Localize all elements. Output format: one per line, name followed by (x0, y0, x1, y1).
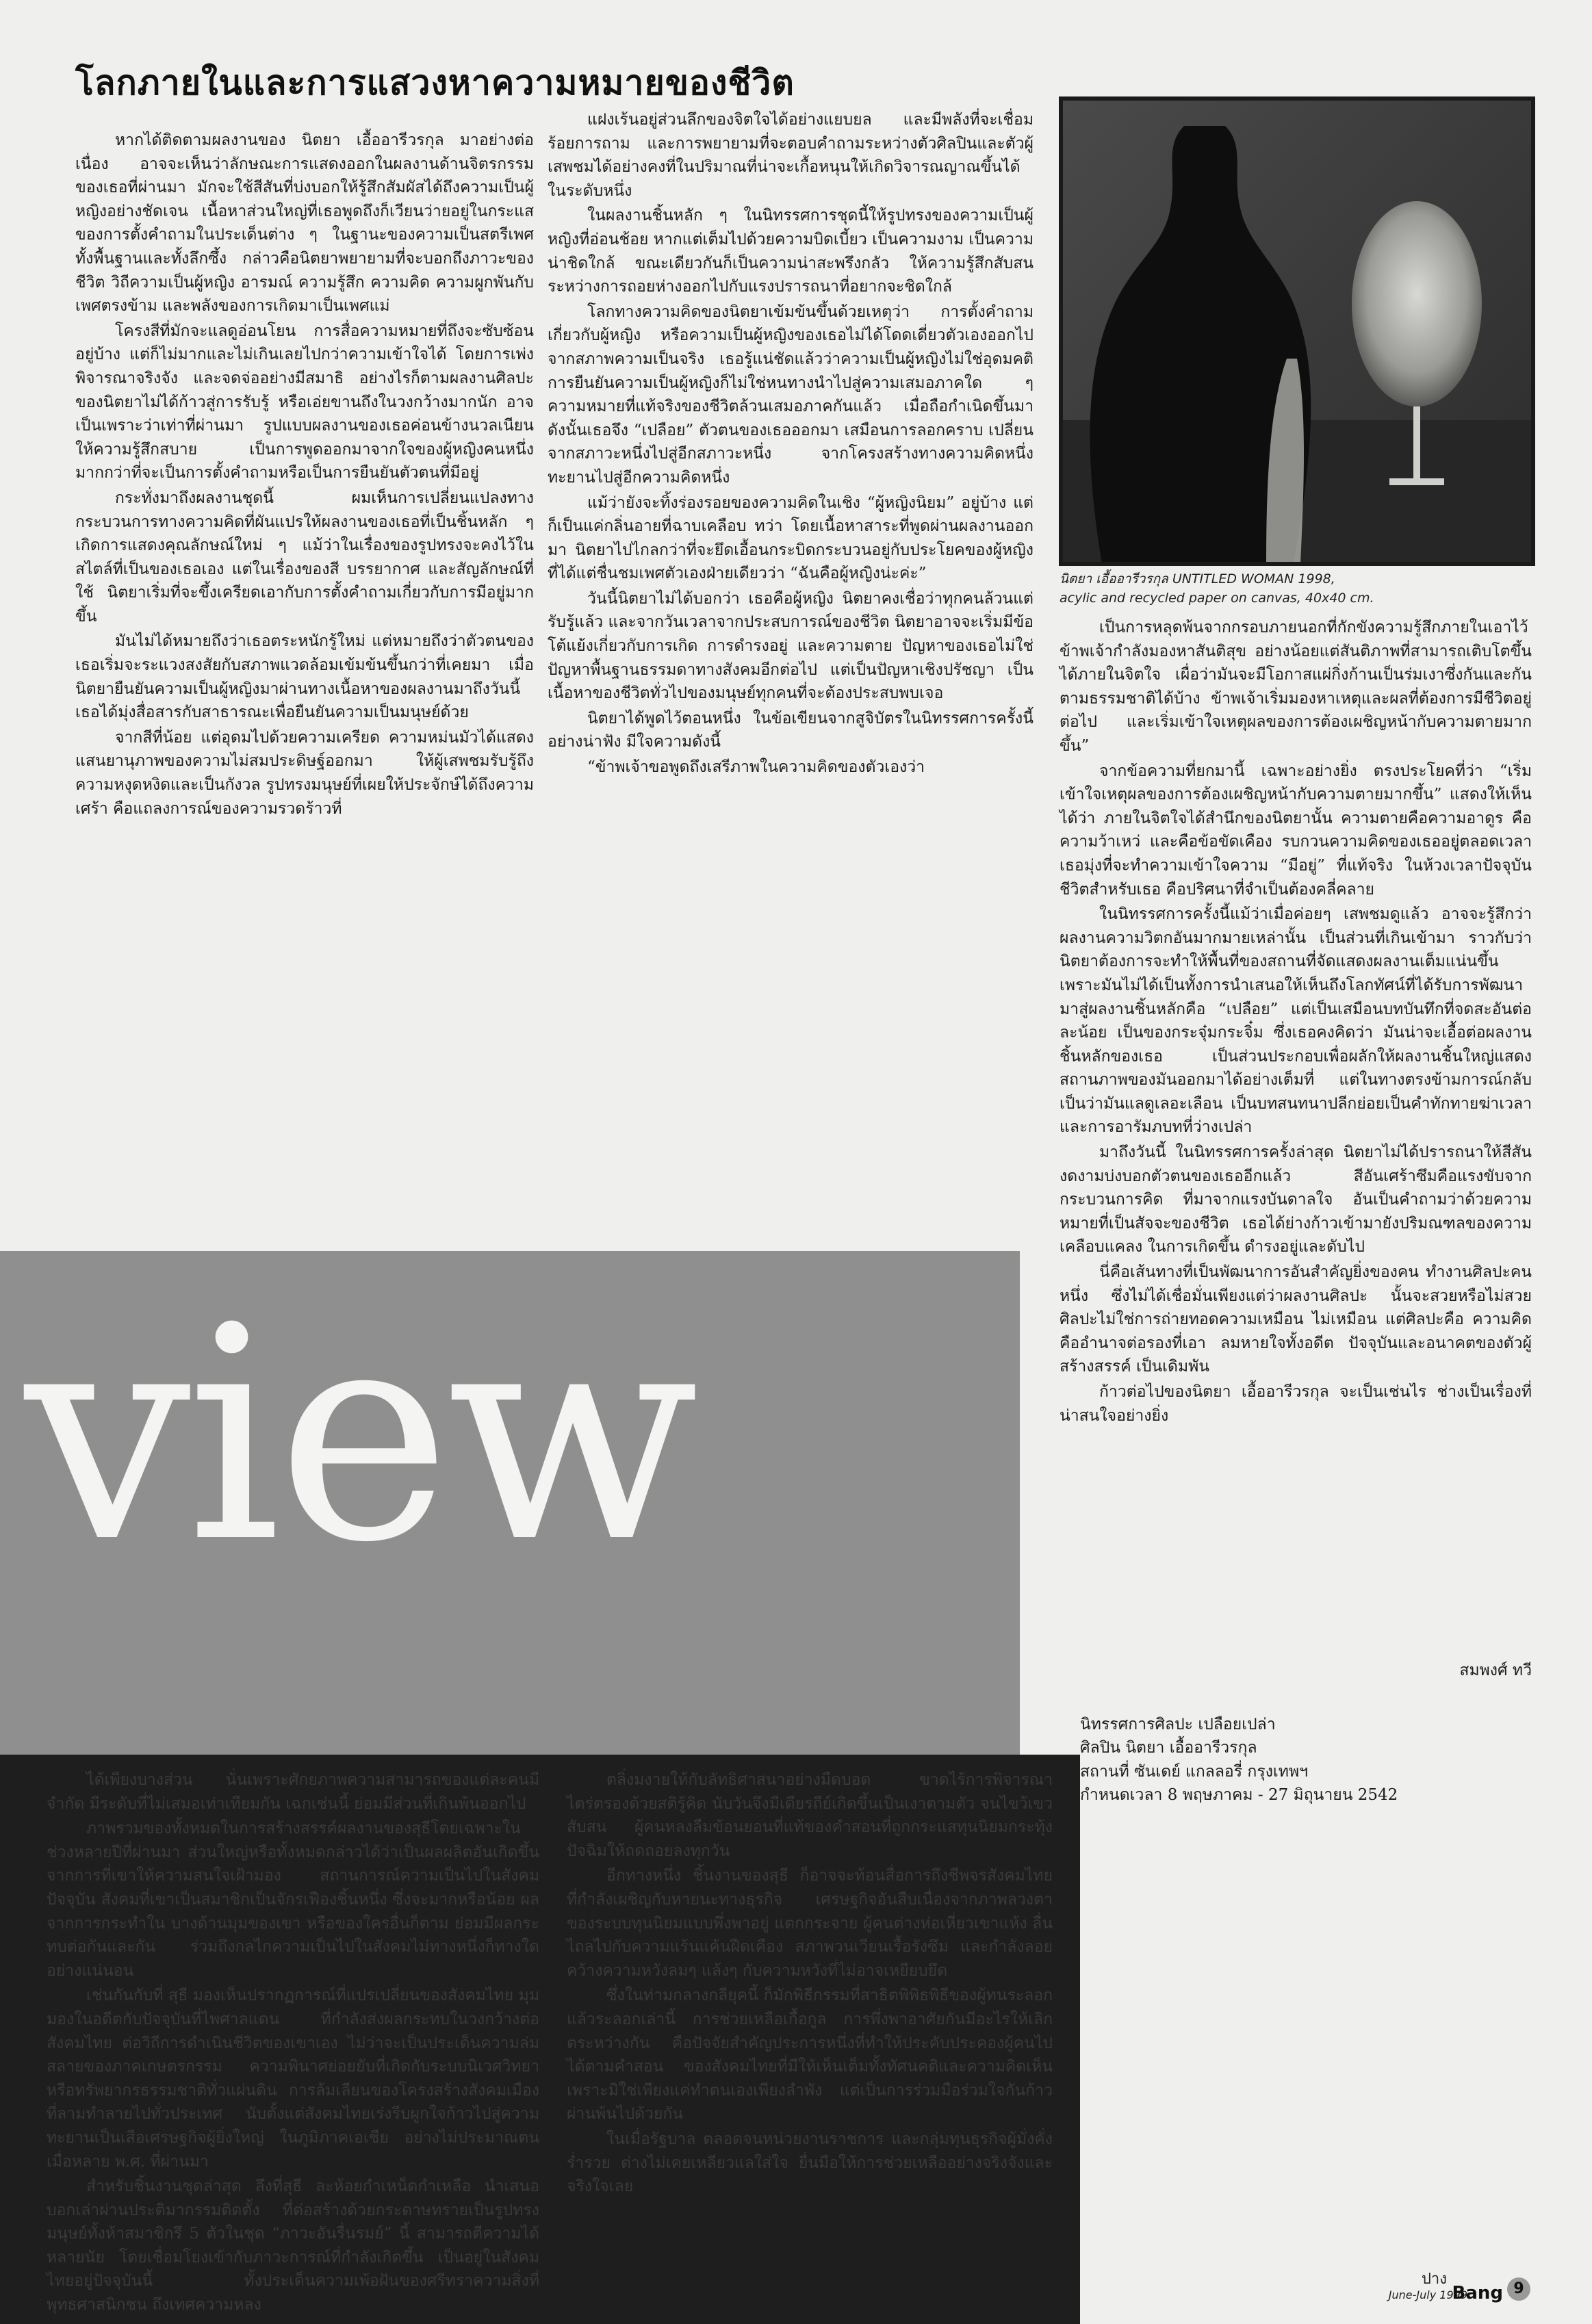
paragraph: เช่นกันกับที่ สุธี มองเห็นปรากฏการณ์ที่แปรเปลี่ยนของสังคมไทย มุมมองในอดีตกับปัจจุบันที่ไพศาลแดน ที่กำลังส่งผลกระทบในวงกว้างต่อสังคมไทย ต่อวิถีการดำเนินชีวิตของเขาเอง ไม่ว่าจะเป็นประเด็นความล่มสลายของภาคเกษตรกรรม ความพินาศย่อยยับที่เกิดกับระบบนิเวศวิทยา หรือทรัพยากรธรรมชาติทั่วแผ่นดิน การล้มเลียนของโครงสร้างสังคมเมือง ที่ลามทำลายไปทั่วประเทศ นับตั้งแต่สังคมไทยเร่งรีบผูกใจก้าวไปสู่ความทะยานเป็นเสือเศรษฐกิจผู้ยิ่งใหญ่ ในภูมิภาคเอเชีย อย่างไม่ประมาณตนเมื่อหลาย พ.ศ. ที่ผ่านมา (47, 1987, 539, 2171)
paragraph: ตลิ่งมงายให้กับลัทธิศาสนาอย่างมืดบอด ขาดไร้การพิจารณาไตร่ตรองด้วยสติรู้คิด นับวันจึงมีเดียรถีย์เกิดขึ้นเป็นเงาตามตัว จนไขว้เขวสับสน ผู้คนหลงลืมข้อนยอนที่แท้ของคำสอนที่ถูกกระแสทุนนิยมกระทุ้งปัจฉิมให้ถดถอยลงทุกวัน (567, 1771, 1053, 1860)
paragraph: แฝงเร้นอยู่ส่วนลึกของจิตใจได้อย่างแยบยล และมีพลังที่จะเชื่อมร้อยการถาม และการพยายามที่จะตอบคำถามระหว่างตัวศิลปินและตัวผู้เสพชมได้อย่างคงที่ในปริมาณที่น่าจะเกื้อหนุนให้เกิดวิจารณญาณขึ้นได้ในระดับหนึ่ง (548, 111, 1033, 200)
dark-middle-column (567, 1768, 1053, 2302)
paragraph: หากได้ติดตามผลงานของ นิตยา เอื้ออารีวรกุล มาอย่างต่อเนื่อง อาจจะเห็นว่าลักษณะการแสดงออกในผลงานด้านจิตรกรรมของเธอที่ผ่านมา มักจะใช้สีสันที่บ่งบอกให้รู้สึกสัมผัสได้ถึงความเป็นผู้หญิงอย่างชัดเจน เนื้อหาส่วนใหญ่ที่เธอพูดถึงก็เวียนว่ายอยู่ในกระแสของการตั้งคำถามในประเด็นต่าง ๆ ในฐานะของความเป็นสตรีเพศ ทั้งพื้นฐานและทั้งลึกซึ้ง กล่าวคือนิตยาพยายามที่จะบอกถึงภาวะของชีวิต วิถีความเป็นผู้หญิง อารมณ์ ความรู้สึก ความคิด ความผูกพันกับเพศตรงข้าม และพลังของการเกิดมาเป็นเพศแม่ (75, 131, 534, 315)
left-column (75, 129, 534, 1251)
caption-line: นิตยา เอื้ออารีวรกุล UNTITLED WOMAN 1998, (1060, 571, 1335, 586)
right-column (1060, 616, 1532, 1636)
paragraph: เป็นการหลุดพ้นจากกรอบภายนอกที่กักขังความรู้สึกภายในเอาไว้ ข้าพเจ้ากำลังมองหาสันติสุข อย่างน้อยแต่สันติภาพที่สามารถเติบโตขึ้นได้ภายในจิตใจ เผื่อว่ามันจะมีโอกาสแผ่กิ่งก้านเป็นร่มเงาซึ่งกันและกันตามธรรมชาติได้บ้าง ข้าพเจ้าเริ่มมองหาเหตุและผลที่ต้องการมีชีวิตอยู่ต่อไป และเริ่มเข้าใจเหตุผลของการต้องเผชิญหน้ากับความตายมากขึ้น” (1060, 619, 1532, 755)
article-credit (1080, 1659, 1532, 1807)
untitled-woman-painting (1061, 99, 1533, 564)
paragraph: อีกทางหนึ่ง ชิ้นงานของสุธี ก็อาจจะท้อนสื่อการถึงชีพจรสังคมไทย ที่กำลังเผชิญกับหายนะทางธุรกิจ เศรษฐกิจอันสืบเนื่องจากภาพลวงตา ของระบบทุนนิยมแบบพึ่งพาอยู่ แตกกระจาย ผู้คนต่างห่อเหี่ยวเขาแห้ง ลื่นไถลไปกับความแร้นแค้นฝืดเคือง สภาพวนเวียนเรื้อรังซึม และกำลังลอยคว้างความหวังลมๆ แล้งๆ กับความหวังที่ไม่อาจเหยียบยึด (567, 1867, 1053, 1980)
paragraph: ภาพรวมของทั้งหมดในการสร้างสรรค์ผลงานของสุธีโดยเฉพาะในช่วงหลายปีที่ผ่านมา ส่วนใหญ่หรือทั้งหมดกล่าวได้ว่าเป็นผลผลิตอันเกิดขึ้นจากการที่เขาให้ความสนใจเฝ้ามอง สถานการณ์ความเป็นไปในสังคมปัจจุบัน สังคมที่เขาเป็นสมาชิกเป็นจักรเฟืองชิ้นหนึ่ง ซึ่งจะมากหรือน้อย ผลจากการกระทำใน บางด้านมุมของเขา หรือของใครอื่นก็ตาม ย่อมมีผลกระทบต่อกันและกัน ร่วมถึงกลไกความเป็นไปในสังคมไม่ทางหนึ่งก็ทางใด อย่างแน่นอน (47, 1820, 539, 1980)
paragraph: ได้เพียงบางส่วน นั่นเพราะศักยภาพความสามารถของแต่ละคนมีจำกัด มีระดับที่ไม่เสมอเท่าเทียมกัน เฉกเช่นนี้ ย่อมมีส่วนที่เกินพ้นออกไป (47, 1771, 539, 1813)
artwork-photo (1060, 97, 1532, 563)
exhibition-title: นิทรรศการศิลปะ เปลือยเปล่า (1080, 1715, 1276, 1733)
paragraph: แม้ว่ายังจะทิ้งร่องรอยของความคิดในเชิง “ผู้หญิงนิยม” อยู่บ้าง แต่ก็เป็นแค่กลิ่นอายที่ฉาบเคลือบ ทว่า โดยเนื้อหาสาระที่พูดผ่านผลงานออกมา นิตยาไปไกลกว่าที่จะยึดเอื้อนกระบิดกระบวนอยู่กับประโยคของผู้หญิงที่ได้แต่ชื่นชมเพศตัวเองฝ่ายเดียวว่า “ฉันคือผู้หญิงน่ะค่ะ” (548, 493, 1033, 583)
paragraph: โครงสีที่มักจะแลดูอ่อนโยน การสื่อความหมายที่ถึงจะซับซ้อนอยู่บ้าง แต่ก็ไม่มากและไม่เกินเลยไปกว่าความเข้าใจได้ โดยการเพ่งพิจารณาจริงจัง และจดจ่ออย่างมีสมาธิ อย่างไรก็ตามผลงานศิลปะของนิตยาไม่ได้ก้าวสู่การรับรู้ หรือเอ่ยขานถึงในวงกว้างมากนัก อาจเป็นเพราะว่าเท่าที่ผ่านมา รูปแบบผลงานของเธอค่อนข้างนวลเนียน ให้ความรู้สึกสบาย เป็นการพูดออกมาจากใจของผู้หญิงคนหนึ่ง มากกว่าที่จะเป็นการตั้งคำถามหรือเป็นการยืนยันตัวตนที่มีอยู่ (75, 322, 534, 482)
paragraph: จากสีที่น้อย แต่อุดมไปด้วยความเครียด ความหม่นมัวได้แสดงแสนยานุภาพของความไม่สมประดิษฐ์ออกมา ให้ผู้เสพชมรับรู้ถึงความหงุดหงิดและเป็นกังวล รูปทรงมนุษย์ที่เผยให้ประจักษ์ได้ถึงความเศร้า คือแถลงการณ์ของความรวดร้าวที่ (75, 728, 534, 818)
middle-column (548, 108, 1033, 1251)
paragraph: ในนิทรรศการครั้งนี้แม้ว่าเมื่อค่อยๆ เสพชมดูแล้ว อาจจะรู้สึกว่า ผลงานความวิตกอันมากมายเหล่านั้น เป็นส่วนที่เกินเข้ามา ราวกับว่านิตยาต้องการจะทำให้พื้นที่ของสถานที่จัดแสดงผลงานเต็มแน่นขึ้น เพราะมันไม่ได้เป็นทั้งการนำเสนอให้เห็นถึงโลกทัศน์ที่ได้รับการพัฒนามาสู่ผลงานชิ้นหลักคือ “เปลือย” แต่เป็นเสมือนบทบันทึกที่จดสะอันต่อละน้อย เป็นของกระจุ๋มกระจิ๋ม ซึ่งเธอคงคิดว่า มันน่าจะเอื้อต่อผลงานชิ้นหลักของเธอ เป็นส่วนประกอบเพื่อผลักให้ผลงานชิ้นใหญ่แสดงสถานภาพของมันออกมาได้อย่างเต็มที่ แต่ในทางตรงข้ามการณ์กลับเป็นว่ามันแลดูเลอะเลือน เป็นบทสนทนาปลีกย่อยเป็นคำทักทายฆ่าเวลา และการอารัมภบทที่ว่างเปล่า (1060, 905, 1532, 1137)
exhibition-artist: ศิลปิน นิตยา เอื้ออารีวรกุล (1080, 1739, 1257, 1757)
paragraph: นิตยาได้พูดไว้ตอนหนึ่ง ในข้อเขียนจากสูจิบัตรในนิทรรศการครั้งนี้อย่างน่าฟัง มีใจความดังนี้ (548, 709, 1033, 751)
article-title: โลกภายในและการแสวงหาความหมายของชีวิต (75, 63, 795, 103)
dark-left-column (47, 1768, 539, 2314)
paragraph: ในผลงานชิ้นหลัก ๆ ในนิทรรศการชุดนี้ให้รูปทรงของความเป็นผู้หญิงที่อ่อนช้อย หากแต่เต็มไปด้วยความบิดเบี้ยว เป็นความงาม เป็นความน่าชิดใกล้ ขณะเดียวกันก็เป็นความน่าสะพรึงกลัว ให้ความรู้สึกสับสนระหว่างการถอยห่างออกไปกับแรงปรารถนาที่อยากจะชิดใกล้ (548, 207, 1033, 296)
caption-line: acylic and recycled paper on canvas, 40x40 cm. (1060, 591, 1374, 606)
paragraph: จากข้อความที่ยกมานี้ เฉพาะอย่างยิ่ง ตรงประโยคที่ว่า “เริ่มเข้าใจเหตุผลของการต้องเผชิญหน้ากับความตายมากขึ้น” แสดงให้เห็นได้ว่า ภายในจิตใจได้สำนึกของนิตยานั้น ความตายคือความอาดูร คือความว้าเหว่ และคือข้อขัดเคือง รบกวนความคิดของเธออยู่ตลอดเวลา เธอมุ่งที่จะทำความเข้าใจความ “มีอยู่” ที่แท้จริง ในห้วงเวลาปัจจุบันชีวิตสำหรับเธอ คือปริศนาที่จำเป็นต้องคลี่คลาย (1060, 762, 1532, 899)
exhibition-dates: กำหนดเวลา 8 พฤษภาคม - 27 มิถุนายน 2542 (1080, 1786, 1398, 1805)
exhibition-venue: สถานที่ ซันเดย์ แกลลอรี่ กรุงเทพฯ (1080, 1762, 1309, 1781)
paragraph: มาถึงวันนี้ ในนิทรรศการครั้งล่าสุด นิตยาไม่ได้ปรารถนาให้สีสันงดงามบ่งบอกตัวตนของเธออีกแล้ว สีอันเศร้าซึมคือแรงขับจากกระบวนการคิด ที่มาจากแรงบันดาลใจ อันเป็นคำถามว่าด้วยความหมายที่เป็นสัจจะของชีวิต เธอได้ย่างก้าวเข้ามายังปริมณฑลของความเคลือบแคลง ในการเกิดขึ้น ดำรงอยู่และดับไป (1060, 1144, 1532, 1256)
paragraph: “ข้าพเจ้าขอพูดถึงเสรีภาพในความคิดของตัวเองว่า (587, 758, 925, 777)
paragraph: โลกทางความคิดของนิตยาเข้มข้นขึ้นด้วยเหตุว่า การตั้งคำถามเกี่ยวกับผู้หญิง หรือความเป็นผู้หญิงของเธอไม่ได้โดดเดี่ยวตัวเองออกไปจากสภาพความเป็นจริง เธอรู้แน่ชัดแล้วว่าความเป็นผู้หญิงไม่ใช่อุดมคติ การยืนยันความเป็นผู้หญิงก็ไม่ใช่หนทางนำไปสู่ความเสมอภาคใด ๆ ความหมายที่แท้จริงของชีวิตล้วนเสมอภาคกันแล้ว เมื่อถือกำเนิดขึ้นมา ดังนั้นเธอจึง “เปลือย” ตัวตนของเธอออกมา เสมือนการลอกคราบ เปลี่ยนจากสภาวะหนึ่งไปสู่อีกสภาวะหนึ่ง จากโครงสร้างทางความคิดหนึ่ง ทะยานไปสู่อีกความคิดหนึ่ง (548, 302, 1033, 487)
paragraph: นี่คือเส้นทางที่เป็นพัฒนาการอันสำคัญยิ่งของคน ทำงานศิลปะคนหนึ่ง ซึ่งไม่ได้เชื่อมั่นเพียงแต่ว่าผลงานศิลปะ นั้นจะสวยหรือไม่สวย ศิลปะไม่ใช่การถ่ายทอดความเหมือน ไม่เหมือน แต่ศิลปะคือ ความคิด คืออำนาจต่อรองที่เอา ลมหายใจทั้งอดีต ปัจจุบันและอนาคตของตัวผู้สร้างสรรค์ เป็นเดิมพัน (1060, 1263, 1532, 1376)
paragraph: กระทั่งมาถึงผลงานชุดนี้ ผมเห็นการเปลี่ยนแปลงทางกระบวนการทางความคิดที่ผันแปรให้ผลงานของเธอที่เป็นชิ้นหลัก ๆ เกิดการแสดงคุณลักษณ์ใหม่ ๆ แม้ว่าในเรื่องของรูปทรงจะคงไว้ในสไตล์ที่เป็นของเธอเอง แต่ในเรื่องของสี บรรยากาศ และสัญลักษณ์ที่ใช้ นิตยาเริ่มที่จะขึ้งเครียดเอากับการตั้งคำถามเกี่ยวกับการมีอยู่มากขึ้น (75, 489, 534, 625)
paragraph: ก้าวต่อไปของนิตยา เอื้ออารีวรกุล จะเป็นเช่นไร ช่างเป็นเรื่องที่น่าสนใจอย่างยิ่ง (1060, 1383, 1532, 1425)
page-footer (1287, 2272, 1533, 2313)
paragraph: วันนี้นิตยาไม่ได้บอกว่า เธอคือผู้หญิง นิตยาคงเชื่อว่าทุกคนล้วนแต่รับรู้แล้ว และจากวันเวลาจากประสบการณ์ของชีวิต นิตยาอาจจะเริ่มมีข้อโต้แย้งเกี่ยวกับการเกิด การดำรงอยู่ และความตาย ปัญหาของเธอไม่ใช่ปัญหาพื้นฐานธรรมดาทางสังคมอีกต่อไป แต่เป็นปัญหาเชิงปรัชญา เป็นเนื้อหาของชีวิตทั่วไปของมนุษย์ทุกคนที่จะต้องประสบพบเจอ (548, 589, 1033, 703)
paragraph: สำหรับชิ้นงานชุดล่าสุด ลึงที่สุธี ละห้อยกำเหน็ดกำเหลือ นำเสนอบอกเล่าผ่านประติมากรรมติดตั้ง ที่ต่อสร้างด้วยกระดาษทรายเป็นรูปทรงมนุษย์ทั้งห้าสมาชิกรึ 5 ตัวในชุด “ภาวะอันรื่นรมย์” นี้ สามารถตีความได้หลายนัย โดยเชื่อมโยงเข้ากับภาวะการณ์ที่กำลังเกิดขึ้น เป็นอยู่ในสังคมไทยอยู่ปัจจุบันนี้ ทั้งประเด็นความเพ้อฝันของศรีทราความสิ่งที่พุทธศาสนิกชน ถึงเทศความหลง (47, 2178, 539, 2314)
magazine-thai-name: ปาง (1421, 2271, 1447, 2288)
paragraph: ในเมื่อรัฐบาล ตลอดจนหน่วยงานราชการ และกลุ่มทุนธุรกิจผู้มั่งคั่งร่ำรวย ต่างไม่เคยเหลียวแลใส่ใจ ยื่นมือให้การช่วยเหลืออย่างจริงจังและจริงใจเลย (567, 2130, 1053, 2196)
view-banner-word: view (25, 1265, 695, 1607)
paragraph: มันไม่ได้หมายถึงว่าเธอตระหนักรู้ใหม่ แต่หมายถึงว่าตัวตนของเธอเริ่มจะระแวงสงสัยกับสภาพแวดล้อมเข้มข้นขึ้นกว่าที่เคยมา เมื่อนิตยายืนยันความเป็นผู้หญิงมาผ่านทางเนื้อหาของผลงานมาถึงวันนี้ เธอได้มุ่งสื่อสารกับสาธารณะเพื่อยืนยันความเป็นมนุษย์ด้วย (75, 632, 534, 722)
issue-date: June-July 1999 (1388, 2288, 1467, 2301)
paragraph: ซึ่งในท่ามกลางกลียุคนี้ ก็มักพิธีกรรมที่สาธิตพิพิธพิธีของผู้ทนระลอกแล้วระลอกเล่านี้ การช่วยเหลือเกื้อกูล การพึ่งพาอาศัยกันมีอะไรให้เลิกตระหว่างกัน คือปัจจัยสำคัญประการหนึ่งที่ทำให้ประคับประคองผู้คนไปได้ตามคำสอน ของสังคมไทยที่มีให้เห็นเต็มทั้งทัศนคติและความคิดเห็น เพราะมิใช่เพียงแค่ทำตนเองเพียงลำพัง แต่เป็นการร่วมมือร่วมใจกันก้าวผ่านพ้นไปด้วยกัน (567, 1987, 1053, 2123)
artwork-caption (1060, 569, 1532, 608)
page-number: 9 (1507, 2277, 1530, 2301)
magazine-brand: Bang (1452, 2283, 1503, 2303)
author-name: สมพงศ์ ทวี (1459, 1662, 1532, 1679)
